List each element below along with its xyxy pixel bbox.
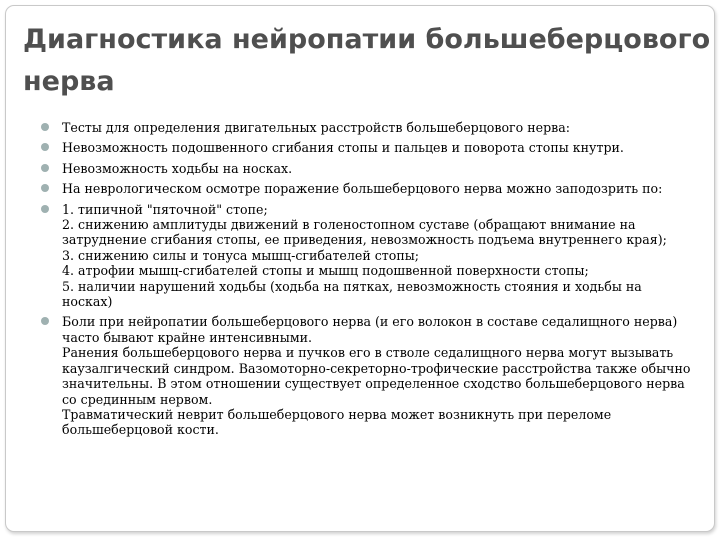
bullet-item [41, 202, 696, 310]
bullet-text: 3. снижению силы и тонуса мышц-сгибателей стопы; [62, 247, 419, 263]
bullet-item [41, 140, 696, 155]
bullet-dot-icon [41, 317, 49, 325]
bullet-text: Травматический неврит большеберцового нерва может возникнуть при переломе большеберцовой кости. [62, 406, 612, 438]
bullet-text: Боли при нейропатии большеберцового нерва (и его волокон в составе седалищного нерва) часто бывают крайне интенсивными. [62, 314, 678, 345]
bullet-list [41, 120, 696, 443]
bullet-text: На неврологическом осмотре поражение большеберцового нерва можно заподозрить по: [62, 181, 663, 197]
bullet-dot-icon [41, 184, 49, 192]
bullet-dot-icon [41, 164, 49, 172]
bullet-item [41, 161, 696, 176]
bullet-text: 1. типичной "пяточной" стопе; [62, 201, 268, 217]
bullet-text: 2. снижению амплитуды движений в голеностопном суставе (обращают внимание на затруднение сгибания стопы, ее приведения, невозможность подъема внутреннего края); [62, 217, 667, 248]
bullet-text: 5. наличии нарушений ходьбы (ходьба на пятках, невозможность стояния и ходьбы на носках) [62, 278, 642, 310]
bullet-text: Невозможность подошвенного сгибания стопы и пальцев и поворота стопы кнутри. [62, 140, 624, 156]
bullet-text: Невозможность ходьбы на носках. [62, 160, 293, 176]
bullet-dot-icon [41, 143, 49, 151]
bullet-text: Тесты для определения двигательных расстройств большеберцового нерва: [62, 120, 570, 135]
bullet-dot-icon [41, 205, 49, 213]
slide-frame [5, 5, 715, 532]
bullet-item [41, 120, 696, 135]
bullet-dot-icon [41, 123, 49, 131]
bullet-item [41, 314, 696, 437]
bullet-text: Ранения большеберцового нерва и пучков его в стволе седалищного нерва могут вызывать каузалгический синдром. Вазомоторно-секреторно-трофические расстройства также обычно значительны. В этом отношении существует определенное сходство большеберцового нерва со срединным нервом. [62, 345, 691, 407]
bullet-item [41, 181, 696, 196]
bullet-text: 4. атрофии мышц-сгибателей стопы и мышц подошвенной поверхности стопы; [62, 263, 589, 279]
slide-title: Диагностика нейропатии большеберцового нерва [23, 24, 711, 97]
